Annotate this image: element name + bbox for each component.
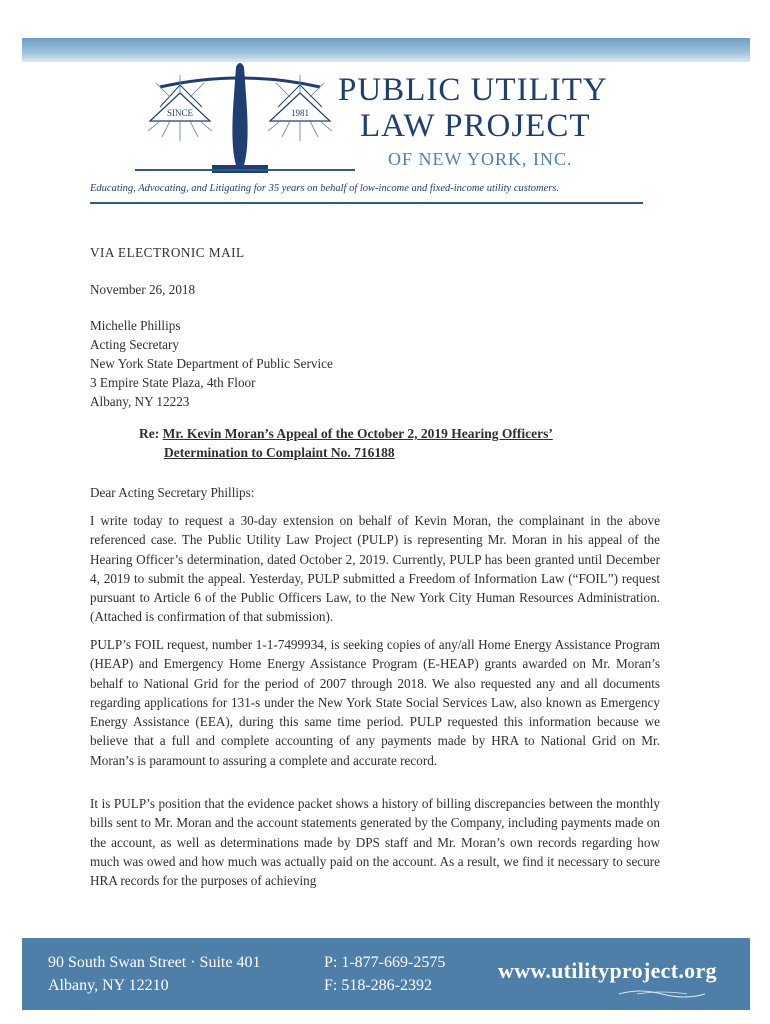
footer-phone: P: 1-877-669-2575	[324, 954, 446, 971]
logo-year-text: 1981	[291, 108, 309, 118]
recipient-department: New York State Department of Public Service	[90, 356, 333, 371]
header-band	[22, 38, 750, 62]
footer-band	[22, 938, 750, 1010]
recipient-name: Michelle Phillips	[90, 318, 181, 333]
organization-tagline: Educating, Advocating, and Litigating for 35 years on behalf of low-income and fixed-income utility customers.	[90, 183, 560, 194]
organization-name	[338, 72, 668, 170]
footer-address-line1: 90 South Swan Street · Suite 401	[48, 954, 261, 971]
recipient-address	[90, 316, 690, 411]
subject-line-1: Mr. Kevin Moran’s Appeal of the October 2, 2019 Hearing Officers’	[162, 426, 553, 441]
delivery-method: VIA ELECTRONIC MAIL	[90, 245, 245, 260]
body-paragraph: I write today to request a 30-day extension on behalf of Kevin Moran, the complainant in the above referenced case. The Public Utility Law Project (PULP) is representing Mr. Moran in his appeal of the Hearing Officer’s determination, dated October 2, 2019. Currently, PULP has been granted until December 4, 2019 to submit the appeal. Yesterday, PULP submitted a Freedom of Information Law (“FOIL”) request pursuant to Article 6 of the Public Officers Law, to the New York City Human Resources Administration. (Attached is confirmation of that submission).	[90, 513, 660, 625]
footer-address-line2: Albany, NY 12210	[48, 977, 169, 994]
body-paragraph: It is PULP’s position that the evidence packet shows a history of billing discrepancies between the monthly bills sent to Mr. Moran and the account statements generated by the Company, including payments made on the account, as well as determinations made by DPS staff and Mr. Moran’s own records regarding how much was owed and how much was actually paid on the account. As a result, we find it necessary to secure HRA records for the purposes of achieving	[90, 796, 660, 889]
footer-fax: F: 518-286-2392	[324, 977, 432, 994]
header-divider	[135, 169, 355, 171]
footer-address	[48, 951, 260, 997]
recipient-street: 3 Empire State Plaza, 4th Floor	[90, 375, 256, 390]
logo-since-text: SINCE	[166, 108, 194, 118]
subject-line	[139, 424, 553, 462]
letter-date: November 26, 2018	[90, 282, 196, 297]
org-name-line3: OF NEW YORK, INC.	[388, 149, 573, 169]
recipient-city: Albany, NY 12223	[90, 394, 190, 409]
recipient-title: Acting Secretary	[90, 337, 179, 352]
flourish-ornament-icon	[617, 988, 707, 1000]
footer-website-link[interactable]: www.utilityproject.org	[498, 958, 717, 983]
org-name-line1: PUBLIC UTILITY	[338, 72, 608, 108]
header-bottom-rule	[90, 202, 643, 204]
footer-contact	[324, 951, 445, 997]
subject-line-2: Determination to Complaint No. 716188	[164, 445, 395, 460]
org-name-line2: LAW PROJECT	[360, 108, 591, 144]
body-paragraph: PULP’s FOIL request, number 1-1-7499934, is seeking copies of any/all Home Energy Assistance Program (HEAP) and Emergency Home Energy Assistance Program (E-HEAP) grants awarded on Mr. Moran’s behalf to National Grid for the period of 2007 through 2018. We also requested any and all documents regarding applications for 131-s under the New York State Social Services Law, also known as Emergency Energy Assistance (EEA), during this same time period. PULP requested this information because we believe that a full and complete accounting of any payments made by HRA to National Grid on Mr. Moran’s is paramount to assuring a complete and accurate record.	[90, 637, 660, 768]
subject-label: Re:	[139, 426, 160, 441]
salutation: Dear Acting Secretary Phillips:	[90, 485, 255, 500]
